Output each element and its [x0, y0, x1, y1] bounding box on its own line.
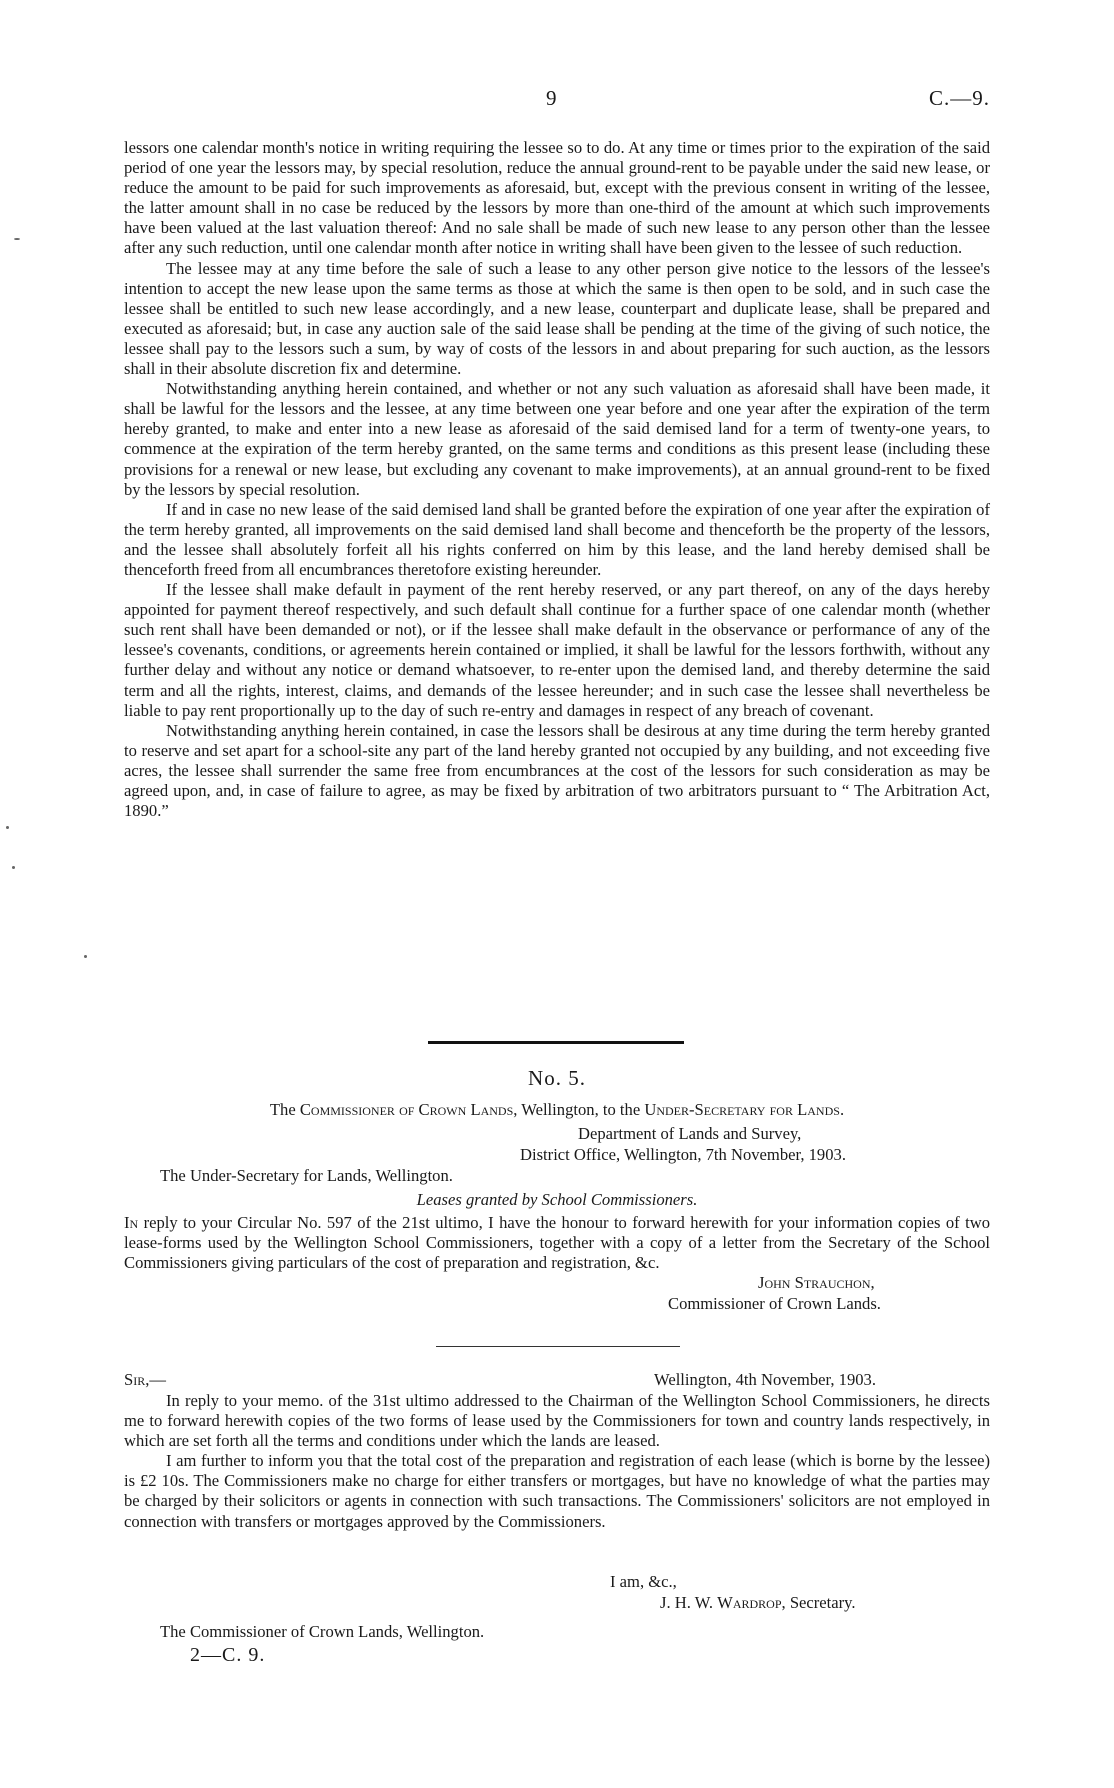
scan-mark — [14, 238, 20, 240]
district-dateline: District Office, Wellington, 7th November, 1903. — [520, 1145, 846, 1164]
addressee: The Commissioner of Crown Lands, Wellington. — [160, 1622, 485, 1641]
subject-line: Leases granted by School Commissioners. — [416, 1190, 698, 1209]
signature-title: Commissioner of Crown Lands. — [668, 1294, 881, 1313]
paragraph: Notwithstanding anything herein contained, in case the lessors shall be desirous at any time during the term hereby granted to reserve and set apart for a school-site any part of the land hereby granted not occupied by any building, and not exceeding five acres, the lessee shall surrender the same free from encumbrances at the cost of the lessors for such consideration as may be agreed upon, and, in case of failure to agree, as may be fixed by arbitration of two arbitrators pursuant to “ The Arbitration Act, 1890.” — [124, 720, 990, 821]
paragraph: In reply to your memo. of the 31st ultimo addressed to the Chairman of the Wellington School Commissioners, he directs me to forward herewith copies of the two forms of lease used by the Commissioners for town and country lands respectively, in which are set forth all the terms and conditions under which the lands are leased. — [124, 1391, 990, 1451]
scan-mark — [6, 826, 9, 829]
letter-dateline: Wellington, 4th November, 1903. — [654, 1370, 876, 1389]
paragraph — [124, 1213, 990, 1273]
heading-sender: Commissioner of Crown Lands — [299, 1100, 514, 1119]
closing: I am, &c., — [610, 1572, 677, 1591]
heading-recipient: Under-Secretary for Lands — [644, 1100, 840, 1119]
footer-reference: 2—C. 9. — [190, 1644, 266, 1666]
scan-mark — [12, 866, 15, 869]
lease-conditions-text — [124, 138, 990, 821]
paragraph: If and in case no new lease of the said demised land shall be granted before the expiration of one year after the expiration of the term hereby granted, all improvements on the said demised land shall become and thenceforth be the property of the lessors, and the lessee shall absolutely forfeit all his rights conferred on him by this lease, and the land hereby demised shall be thenceforth freed from all encumbrances theretofore existing hereunder. — [124, 499, 990, 579]
signature: John Strauchon, — [758, 1273, 875, 1292]
document-number: No. 5. — [528, 1066, 586, 1090]
paragraph: The lessee may at any time before the sale of such a lease to any other person give notice to the lessors of the lessee's intention to accept the new lease upon the same terms as those at which the same is then open to be sold, and in such case the lessee shall be entitled to such new lease accordingly, and a new lease, counterpart and duplicate lease, shall be prepared and executed as aforesaid; but, in case any auction sale of the said lease shall be pending at the time of the giving of such notice, the lessee shall pay to the lessors such a sum, by way of costs of the lessors in and about preparing for such auction, as the lessors shall in their absolute discretion fix and determine. — [124, 258, 990, 379]
signature — [660, 1593, 856, 1613]
signature-initials: J. H. W. — [660, 1593, 718, 1612]
heading-text: The — [269, 1100, 300, 1119]
document-reference: C.—9. — [928, 86, 990, 110]
paragraph: I am further to inform you that the total cost of the preparation and registration of each lease (which is borne by the lessee) is £2 10s. The Commissioners make no charge for either transfers or mortgages, but have no knowledge of what the parties may be charged by their solicitors or agents in connection with such transactions. The Commissioners' solicitors are not employed in connection with transfers or mortgages approved by the Commissioners. — [124, 1451, 990, 1531]
salutation: Sir,— — [124, 1370, 166, 1389]
section-divider — [436, 1346, 680, 1347]
department-line: Department of Lands and Survey, — [578, 1124, 802, 1143]
letter-body — [124, 1391, 990, 1532]
signature-title: , Secretary. — [781, 1593, 856, 1612]
section-divider — [428, 1041, 684, 1044]
paragraph: Notwithstanding anything herein contained, and whether or not any such valuation as aforesaid shall have been made, it shall be lawful for the lessors and the lessee, at any time between one year before and one year after the expiration of the term hereby granted, to make and enter into a new lease as aforesaid of the said demised land for a term of twenty-one years, to commence at the expiration of the term hereby granted, on the same terms and conditions as this present lease (including these provisions for a renewal or new lease, but excluding any covenant to make improvements), at an annual ground-rent to be fixed by the lessors by special resolution. — [124, 379, 990, 499]
paragraph: If the lessee shall make default in payment of the rent hereby reserved, or any part thereof, on any of the days hereby appointed for payment thereof respectively, and such default shall continue for a further space of one calendar month (whether such rent shall have been demanded or not), or if the lessee shall make default in the observance or performance of any of the lessee's covenants, conditions, or agreements herein contained or implied, it shall be lawful for the lessors forthwith, without any further delay and without any notice or demand whatsoever, to re-enter upon the demised land, and thereby determine the said term and all the rights, interest, claims, and demands of the lessee hereunder; and in such case the lessee shall nevertheless be liable to pay rent proportionally up to the day of such re-entry and damages in respect of any breach of covenant. — [124, 580, 990, 720]
lead-word: In — [124, 1213, 139, 1232]
document-heading — [0, 1100, 1114, 1120]
page-number: 9 — [546, 86, 557, 110]
signature-surname: Wardrop — [717, 1593, 782, 1612]
heading-text: . — [839, 1100, 845, 1119]
paragraph: lessors one calendar month's notice in writing requiring the lessee so to do. At any time or times prior to the expiration of the said period of one year the lessors may, by special resolution, reduce the annual ground-rent to be payable under the said new lease, or reduce the amount to be paid for such improvements as aforesaid, but, except with the previous consent in writing of the lessee, the latter amount shall in no case be reduced by the lessors by more than one-third of the amount at which such improvements have been valued at the last valuation thereof: And no sale shall be made of such new lease to any person other than the lessee after any such reduction, until one calendar month after notice in writing shall have been given to the lessee of such reduction. — [124, 138, 990, 258]
addressee: The Under-Secretary for Lands, Wellington. — [160, 1166, 453, 1185]
memo-body — [124, 1213, 990, 1273]
heading-text: , Wellington, to the — [513, 1100, 645, 1119]
page-header — [0, 86, 1114, 116]
paragraph-text: reply to your Circular No. 597 of the 21st ultimo, I have the honour to forward herewith for your information copies of two lease-forms used by the Wellington School Commissioners, together with a copy of a letter from the Secretary of the School Commissioners giving particulars of the cost of preparation and registration, &c. — [124, 1213, 990, 1273]
scan-mark — [84, 955, 87, 958]
